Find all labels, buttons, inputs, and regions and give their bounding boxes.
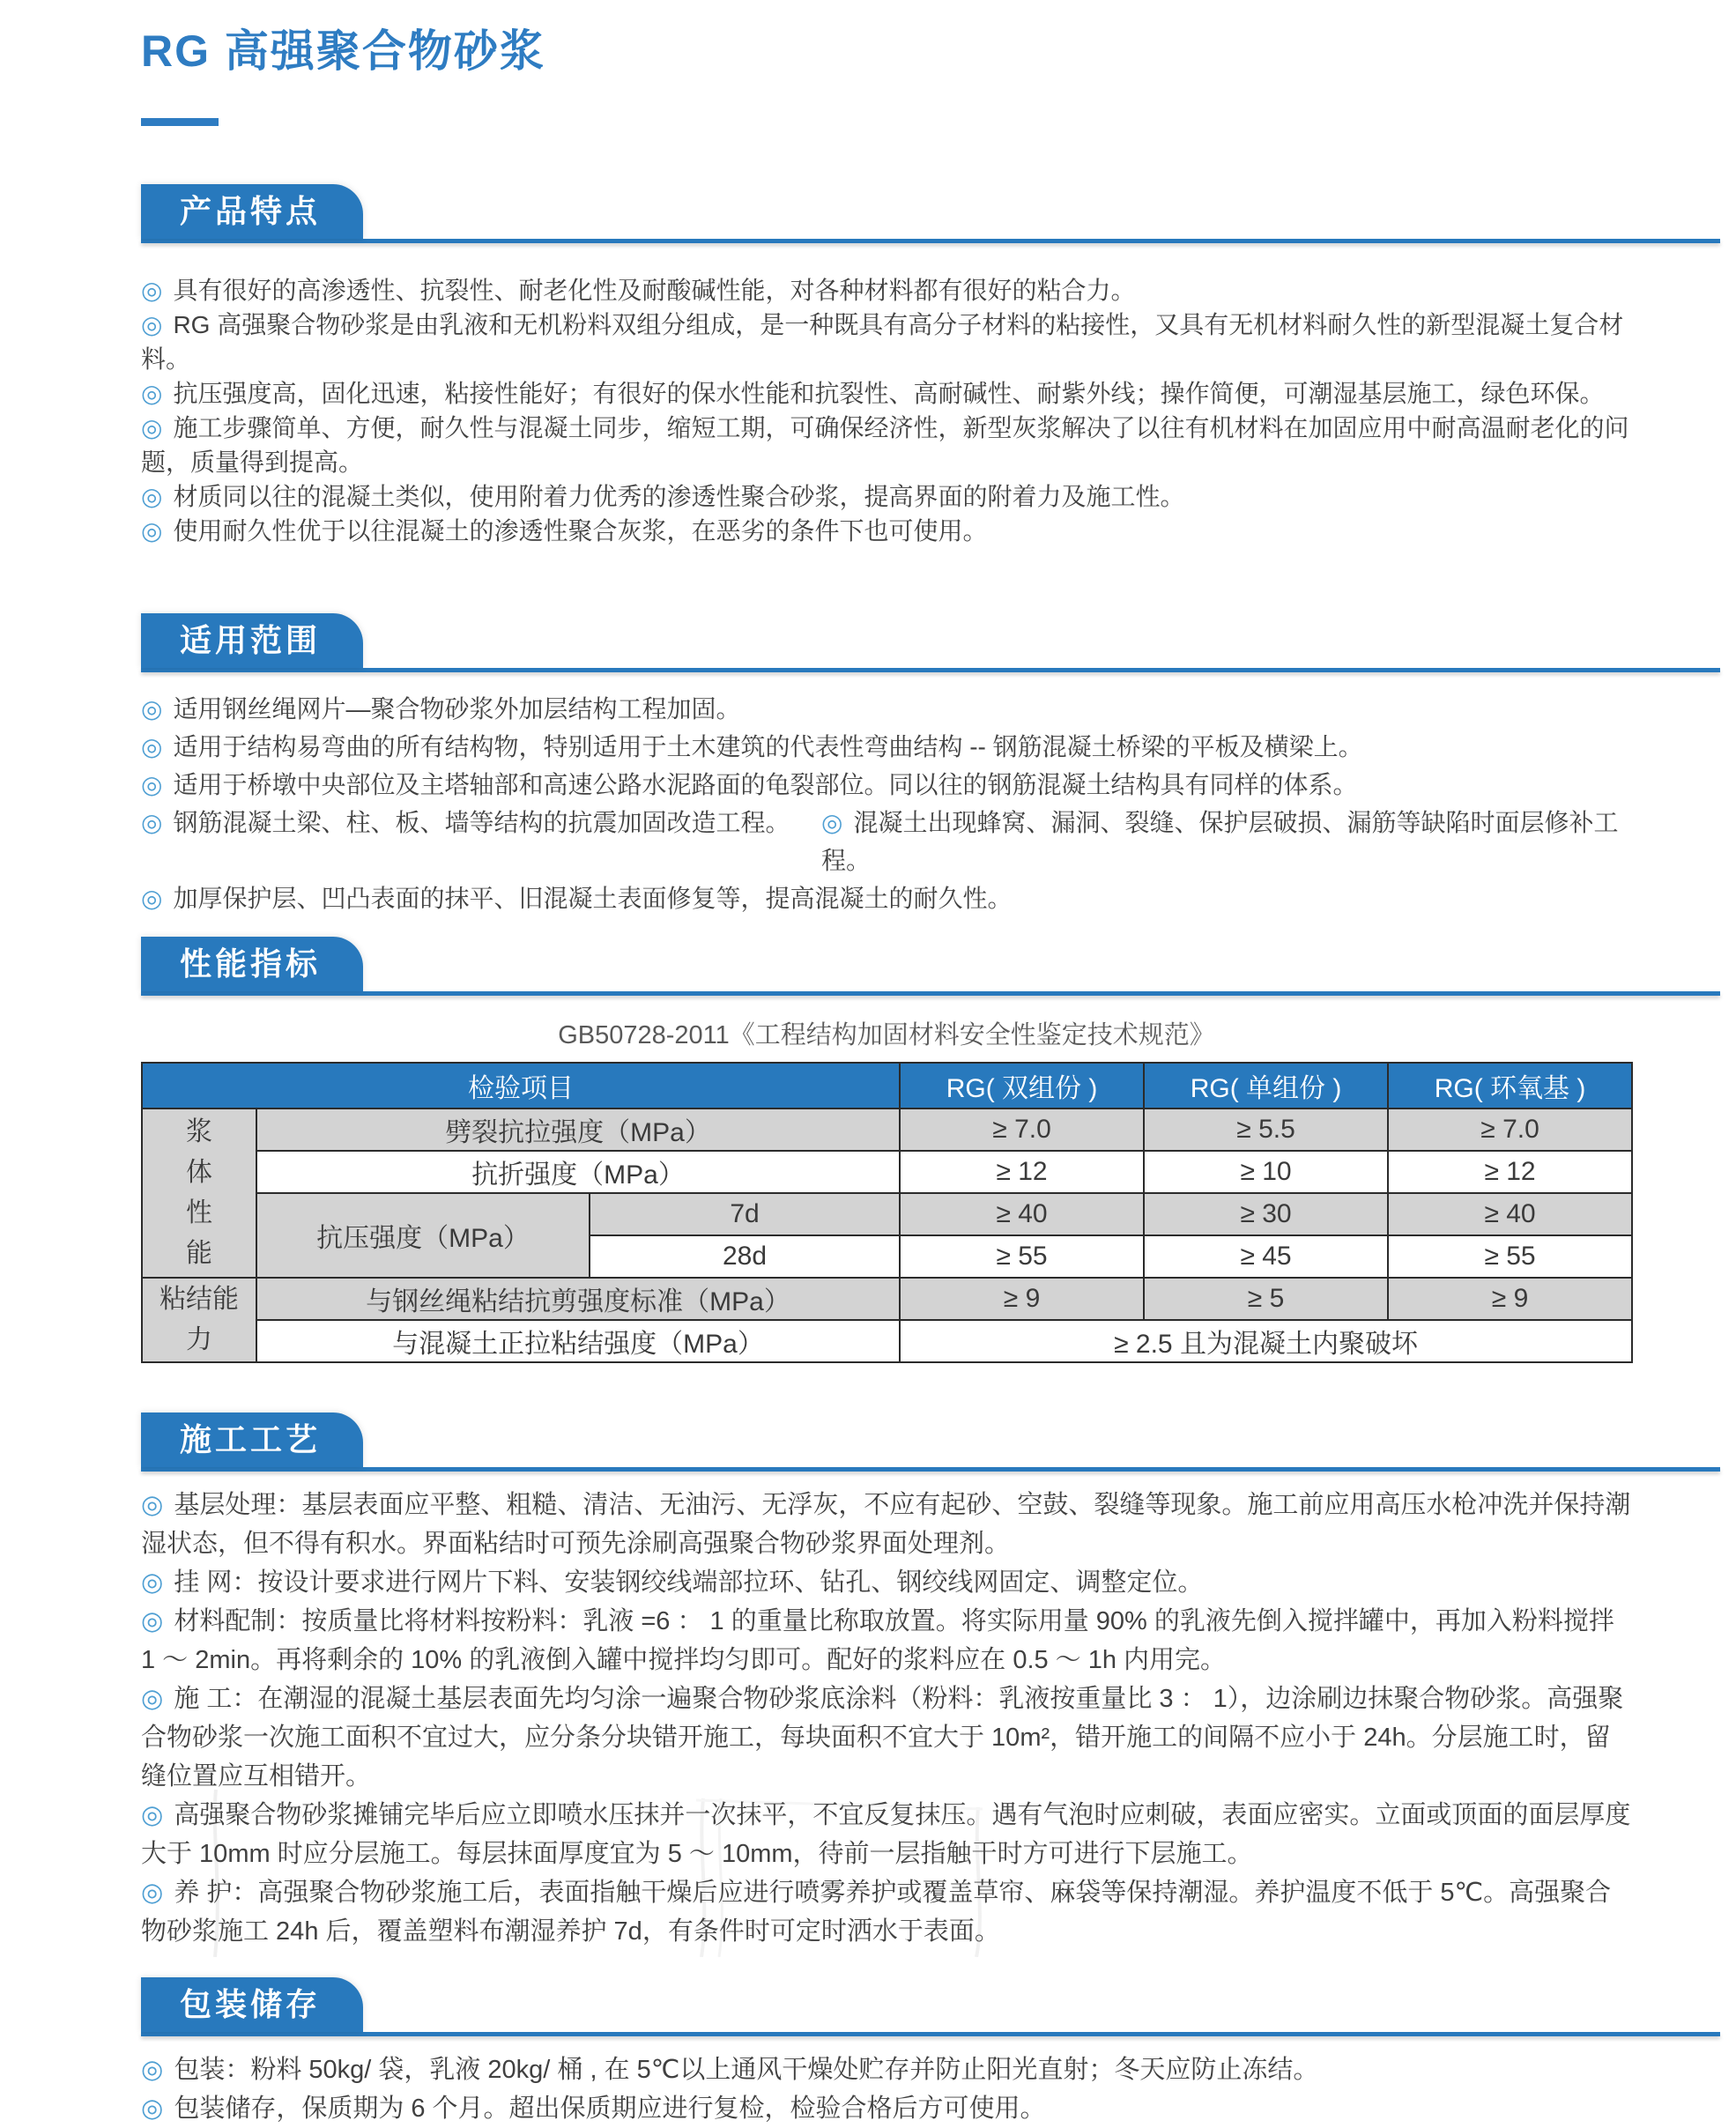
performance-table bbox=[141, 1062, 1633, 1363]
row-item-label: 抗压强度（MPa） bbox=[256, 1193, 590, 1278]
cell-value: ≥ 40 bbox=[900, 1193, 1144, 1235]
process-list bbox=[141, 1486, 1632, 1951]
bullet-icon: ◎ bbox=[821, 809, 843, 836]
feature-item bbox=[141, 479, 1632, 514]
process-text: 施 工：在潮湿的混凝土基层表面先均匀涂一遍聚合物砂浆底涂料（粉料：乳液按重量比 3 ： 1），边涂刷边抹聚合物砂浆。高强聚合物砂浆一次施工面积不宜过大，应分条分块错开施工，每块面积不宜大于 10m²，错开施工的间隔不应小于 24h。分层施工时，留缝位置应互相错开。 bbox=[141, 1685, 1624, 1791]
section-features bbox=[141, 184, 1632, 548]
bullet-icon: ◎ bbox=[141, 1491, 164, 1519]
feature-text: 施工步骤简单、方便，耐久性与混凝土同步，缩短工期，可确保经济性，新型灰浆解决了以往有机材料在加固应用中耐高温耐老化的问题，质量得到提高。 bbox=[141, 414, 1629, 476]
table-row bbox=[142, 1108, 1632, 1151]
table-caption: GB50728-2011《工程结构加固材料安全性鉴定技术规范》 bbox=[558, 1021, 1215, 1049]
cell-value: ≥ 12 bbox=[1388, 1151, 1632, 1193]
feature-text: RG 高强聚合物砂浆是由乳液和无机粉料双组分组成，是一种既具有高分子材料的粘接性，又具有无机材料耐久性的新型混凝土复合材料。 bbox=[141, 311, 1624, 373]
cell-value: ≥ 7.0 bbox=[900, 1108, 1144, 1151]
cell-value: ≥ 5.5 bbox=[1144, 1108, 1388, 1151]
row-item-label: 与混凝土正拉粘结强度（MPa） bbox=[256, 1320, 900, 1362]
scope-text: 适用钢丝绳网片—聚合物砂浆外加层结构工程加固。 bbox=[173, 695, 741, 723]
row-group-label-bond-capacity: 粘结能 力 bbox=[142, 1278, 256, 1362]
table-row bbox=[142, 1193, 1632, 1235]
table-header-row bbox=[142, 1063, 1632, 1108]
feature-text: 抗压强度高，固化迅速，粘接性能好；有很好的保水性能和抗裂性、高耐碱性、耐紫外线；操作简便，可潮湿基层施工，绿色环保。 bbox=[173, 380, 1605, 407]
process-text: 高强聚合物砂浆摊铺完毕后应立即喷水压抹并一次抹平，不宜反复抹压。遇有气泡时应刺破，表面应密实。立面或顶面的面层厚度大于 10mm 时应分层施工。每层抹面厚度宜为 5 ～ 10mm，待前一层指触干时方可进行下层施工。 bbox=[141, 1801, 1631, 1868]
column-header-rg-two-part: RG( 双组份 ) bbox=[900, 1063, 1144, 1108]
table-row bbox=[142, 1151, 1632, 1193]
feature-text: 材质同以往的混凝土类似，使用附着力优秀的渗透性聚合砂浆，提高界面的附着力及施工性。 bbox=[173, 483, 1185, 510]
section-process-heading: 施工工艺 bbox=[141, 1412, 363, 1467]
scope-item bbox=[141, 766, 1632, 804]
bullet-icon: ◎ bbox=[141, 1801, 164, 1829]
bullet-icon: ◎ bbox=[141, 1607, 164, 1635]
process-text: 基层处理：基层表面应平整、粗糙、清洁、无油污、无浮灰，不应有起砂、空鼓、裂缝等现象。施工前应用高压水枪冲洗并保持潮湿状态，但不得有积水。界面粘结时可预先涂刷高强聚合物砂浆界面处理剂。 bbox=[141, 1491, 1631, 1558]
section-heading-rule bbox=[141, 2032, 1720, 2036]
cell-value: ≥ 5 bbox=[1144, 1278, 1388, 1320]
process-text: 材料配制：按质量比将材料按粉料：乳液 =6 ： 1 的重量比称取放置。将实际用量 90% 的乳液先倒入搅拌罐中，再加入粉料搅拌 1 ～ 2min。再将剩余的 10% 的乳液倒入罐中搅拌均匀即可。配好的浆料应在 0.5 ～ 1h 内用完。 bbox=[141, 1607, 1614, 1674]
scope-text: 加厚保护层、凹凸表面的抹平、旧混凝土表面修复等，提高混凝土的耐久性。 bbox=[173, 885, 1013, 912]
section-packaging-heading: 包装储存 bbox=[141, 1977, 363, 2032]
section-process bbox=[141, 1412, 1632, 1951]
bullet-icon: ◎ bbox=[141, 2095, 164, 2123]
bullet-icon: ◎ bbox=[141, 517, 163, 545]
cell-value: ≥ 40 bbox=[1388, 1193, 1632, 1235]
packaging-text: 包装储存，保质期为 6 个月。超出保质期应进行复检，检验合格后方可使用。 bbox=[174, 2095, 1046, 2123]
row-item-label: 与钢丝绳粘结抗剪强度标准（MPa） bbox=[256, 1278, 900, 1320]
process-item bbox=[141, 1602, 1632, 1679]
feature-item bbox=[141, 308, 1632, 376]
bullet-icon: ◎ bbox=[141, 483, 163, 510]
packaging-item bbox=[141, 2050, 1632, 2089]
feature-item bbox=[141, 376, 1632, 411]
section-heading-rule bbox=[141, 668, 1720, 672]
cell-value: ≥ 45 bbox=[1144, 1235, 1388, 1278]
scope-text: 适用于桥墩中央部位及主塔轴部和高速公路水泥路面的龟裂部位。同以往的钢筋混凝土结构具有同样的体系。 bbox=[173, 771, 1358, 798]
process-item bbox=[141, 1563, 1632, 1602]
bullet-icon: ◎ bbox=[141, 2056, 164, 2084]
process-item bbox=[141, 1679, 1632, 1796]
scope-item bbox=[821, 804, 1632, 879]
row-item-label: 抗折强度（MPa） bbox=[256, 1151, 900, 1193]
packaging-item bbox=[141, 2089, 1632, 2128]
bullet-icon: ◎ bbox=[141, 311, 163, 338]
section-scope-heading: 适用范围 bbox=[141, 613, 363, 668]
column-header-item: 检验项目 bbox=[142, 1063, 900, 1108]
scope-item-pair bbox=[141, 804, 1632, 879]
row-group-label-paste-performance: 浆 体 性 能 bbox=[142, 1108, 256, 1278]
bullet-icon: ◎ bbox=[141, 1568, 164, 1597]
cell-value: ≥ 30 bbox=[1144, 1193, 1388, 1235]
cell-value: ≥ 10 bbox=[1144, 1151, 1388, 1193]
section-performance-heading: 性能指标 bbox=[141, 937, 363, 991]
page-title: RG 高强聚合物砂浆 bbox=[141, 26, 545, 76]
bullet-icon: ◎ bbox=[141, 414, 163, 441]
scope-text: 混凝土出现蜂窝、漏洞、裂缝、保护层破损、漏筋等缺陷时面层修补工程。 bbox=[821, 809, 1619, 874]
process-text: 养 护：高强聚合物砂浆施工后，表面指触干燥后应进行喷雾养护或覆盖草帘、麻袋等保持潮湿。养护温度不低于 5℃。高强聚合物砂浆施工 24h 后，覆盖塑料布潮湿养护 7d，有条件时可定时洒水于表面。 bbox=[141, 1879, 1612, 1946]
title-underline bbox=[141, 118, 219, 126]
feature-item bbox=[141, 411, 1632, 479]
bullet-icon: ◎ bbox=[141, 885, 163, 912]
scope-item bbox=[141, 879, 1632, 917]
table-row bbox=[142, 1278, 1632, 1320]
bullet-icon: ◎ bbox=[141, 695, 163, 723]
bullet-icon: ◎ bbox=[141, 277, 163, 304]
bullet-icon: ◎ bbox=[141, 1879, 164, 1907]
cell-value: ≥ 55 bbox=[900, 1235, 1144, 1278]
cell-value: ≥ 12 bbox=[900, 1151, 1144, 1193]
features-list bbox=[141, 273, 1632, 548]
scope-item bbox=[141, 804, 821, 879]
packaging-list bbox=[141, 2050, 1632, 2128]
section-performance bbox=[141, 937, 1632, 1363]
cell-value: ≥ 9 bbox=[900, 1278, 1144, 1320]
cell-value: ≥ 9 bbox=[1388, 1278, 1632, 1320]
bullet-icon: ◎ bbox=[141, 809, 163, 836]
cell-value: ≥ 55 bbox=[1388, 1235, 1632, 1278]
cell-value-merged: ≥ 2.5 且为混凝土内聚破坏 bbox=[900, 1320, 1632, 1362]
bullet-icon: ◎ bbox=[141, 733, 163, 760]
process-item bbox=[141, 1796, 1632, 1873]
scope-item bbox=[141, 728, 1632, 766]
scope-list bbox=[141, 690, 1632, 917]
scope-item bbox=[141, 690, 1632, 728]
feature-text: 具有很好的高渗透性、抗裂性、耐老化性及耐酸碱性能，对各种材料都有很好的粘合力。 bbox=[173, 277, 1136, 304]
packaging-text: 包装：粉料 50kg/ 袋，乳液 20kg/ 桶 , 在 5℃以上通风干燥处贮存并防止阳光直射；冬天应防止冻结。 bbox=[174, 2056, 1319, 2084]
bullet-icon: ◎ bbox=[141, 380, 163, 407]
column-header-rg-one-part: RG( 单组份 ) bbox=[1144, 1063, 1388, 1108]
section-features-heading: 产品特点 bbox=[141, 184, 363, 239]
section-heading-rule bbox=[141, 1467, 1720, 1472]
section-scope bbox=[141, 613, 1632, 917]
scope-text: 适用于结构易弯曲的所有结构物，特别适用于土木建筑的代表性弯曲结构 -- 钢筋混凝土桥梁的平板及横梁上。 bbox=[173, 733, 1363, 760]
table-row bbox=[142, 1320, 1632, 1362]
feature-item bbox=[141, 273, 1632, 308]
bullet-icon: ◎ bbox=[141, 771, 163, 798]
row-sub-label: 7d bbox=[590, 1193, 900, 1235]
cell-value: ≥ 7.0 bbox=[1388, 1108, 1632, 1151]
column-header-rg-epoxy: RG( 环氧基 ) bbox=[1388, 1063, 1632, 1108]
feature-item bbox=[141, 514, 1632, 548]
process-item bbox=[141, 1486, 1632, 1563]
process-text: 挂 网：按设计要求进行网片下料、安装钢绞线端部拉环、钻孔、钢绞线网固定、调整定位。 bbox=[174, 1568, 1204, 1597]
section-heading-rule bbox=[141, 239, 1720, 243]
row-item-label: 劈裂抗拉强度（MPa） bbox=[256, 1108, 900, 1151]
section-packaging bbox=[141, 1977, 1632, 2128]
bullet-icon: ◎ bbox=[141, 1685, 164, 1713]
section-heading-rule bbox=[141, 991, 1720, 996]
row-sub-label: 28d bbox=[590, 1235, 900, 1278]
scope-text: 钢筋混凝土梁、柱、板、墙等结构的抗震加固改造工程。 bbox=[173, 809, 790, 836]
process-item bbox=[141, 1873, 1632, 1951]
feature-text: 使用耐久性优于以往混凝土的渗透性聚合灰浆，在恶劣的条件下也可使用。 bbox=[173, 517, 988, 545]
